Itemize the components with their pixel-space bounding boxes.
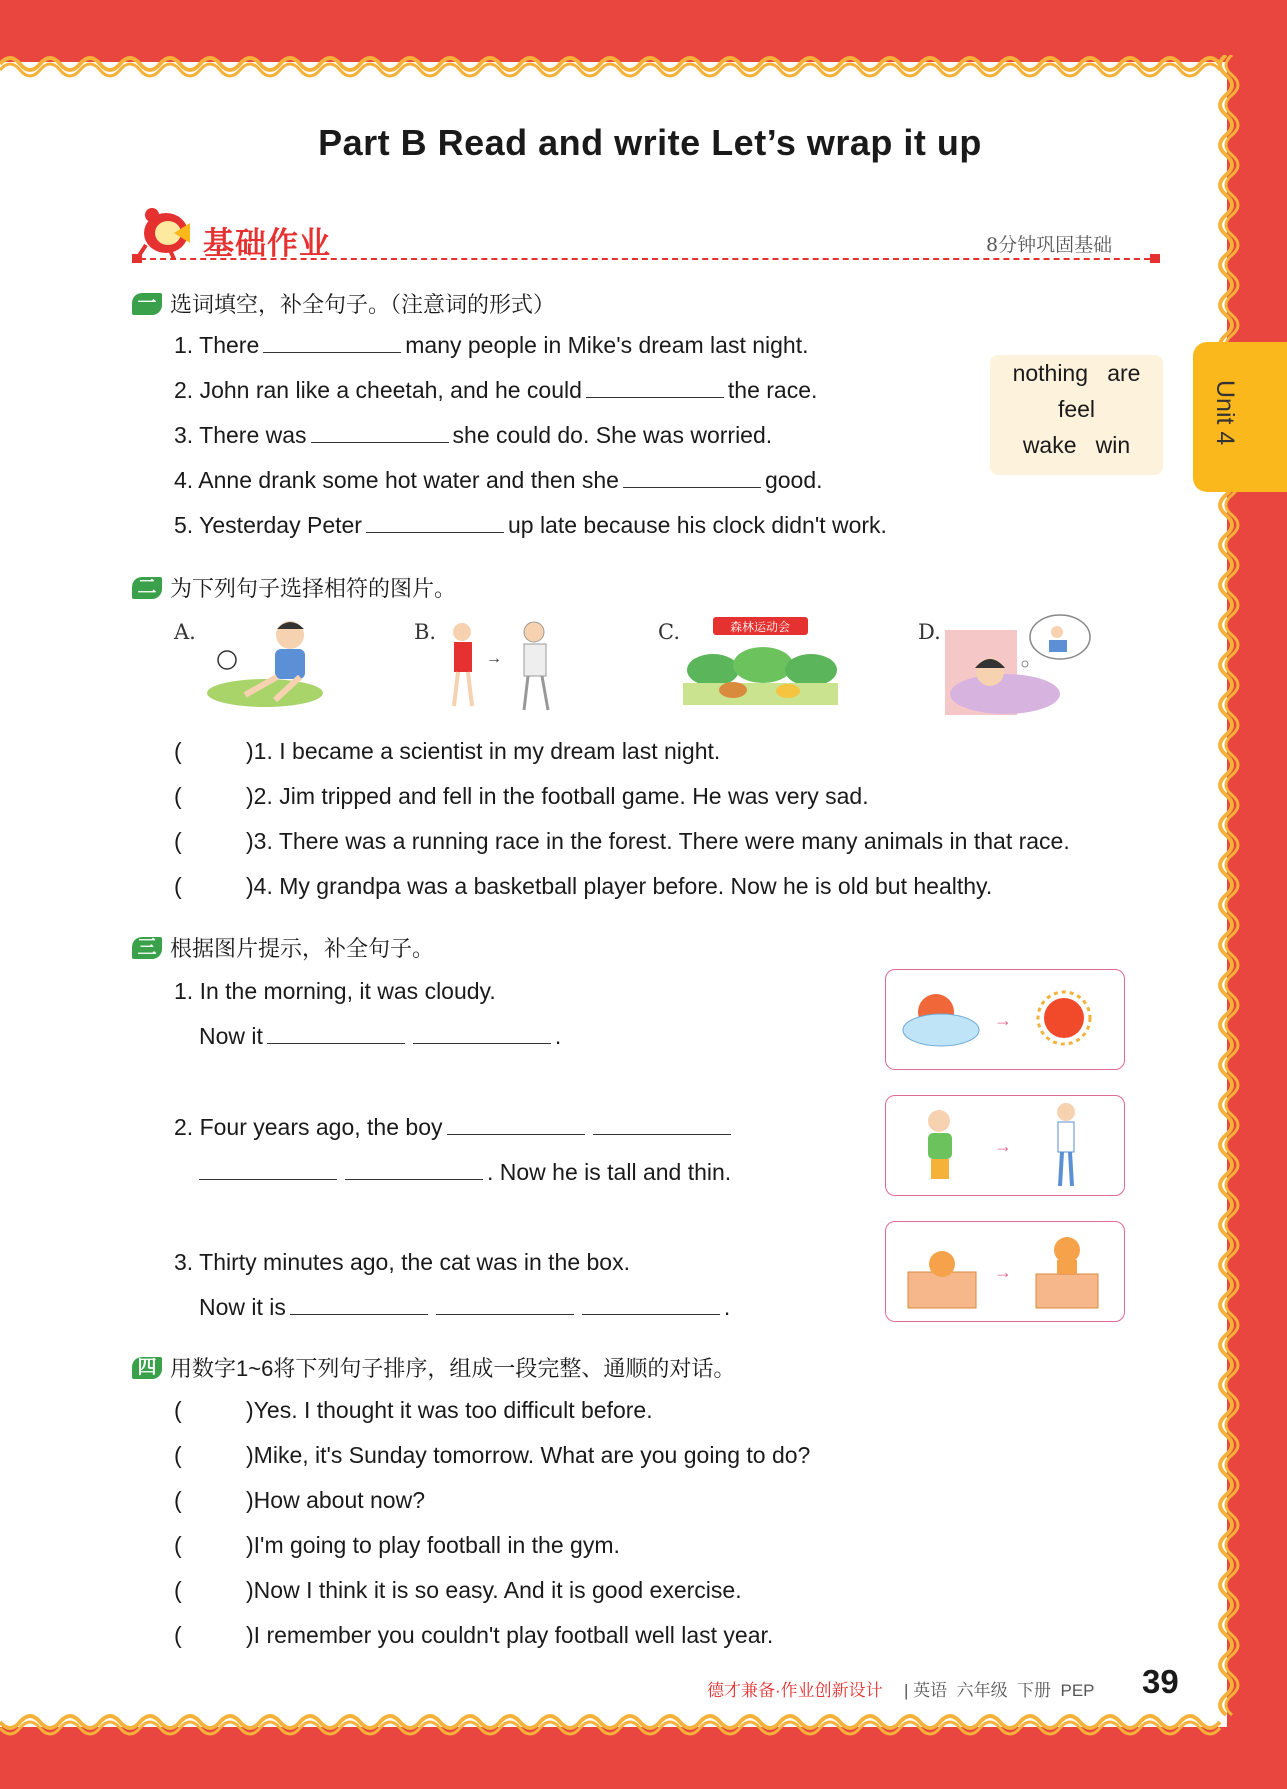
s1-item-5: 5. Yesterday Peter up late because his clock didn't work. [174,512,887,538]
section-divider [140,258,1160,260]
s2-item-4: ( )4. My grandpa was a basketball player before. Now he is old but healthy. [174,873,993,899]
s4-item-5: ( )Now I think it is so easy. And it is good exercise. [174,1577,742,1603]
svg-text:→: → [486,650,502,667]
s3-q1-line-2: Now it . [199,1023,562,1049]
s4-item-3: ( )How about now? [174,1487,426,1513]
section-3-instruction: 根据图片提示，补全句子。 [170,936,435,961]
answer-blank[interactable] [623,469,761,488]
arrow-icon: → [994,1010,1012,1030]
section-4-badge: 四 [132,1357,162,1379]
unit-tab [1193,342,1287,492]
section-2-badge: 二 [132,577,162,599]
s4-item-4: ( )I'm going to play football in the gym. [174,1532,620,1558]
s3-q2-line-2: . Now he is tall and thin. [195,1159,731,1186]
cat-picture-frame [885,1221,1125,1322]
answer-blank[interactable] [311,424,449,443]
section-1-badge: 一 [132,293,162,315]
s4-item-1: ( )Yes. I thought it was too difficult before. [174,1397,653,1423]
right-wave-border [1212,55,1242,1725]
s2-item-2: ( )2. Jim tripped and fell in the football game. He was very sad. [174,783,869,809]
word-bank-row-2: feel [1057,396,1096,422]
section-2-instruction: 为下列句子选择相符的图片。 [170,576,457,601]
s4-item-2: ( )Mike, it's Sunday tomorrow. What are you going to do? [174,1442,811,1468]
picture-b-player-to-grandpa [442,618,572,718]
page-number: 39 [1142,1663,1179,1700]
s1-item-1: 1. There many people in Mike's dream last night. [174,332,809,358]
section-3-badge: 三 [132,937,162,959]
answer-blank[interactable] [586,379,724,398]
answer-blank[interactable] [413,1025,551,1044]
forest-race-banner-text: 森林运动会 [729,620,791,634]
dashline-end-marker [1150,254,1160,263]
homework-time-note: 8分钟巩固基础 [986,234,1113,256]
answer-blank[interactable] [366,514,504,533]
bottom-wave-border [0,1712,1230,1742]
weather-picture-frame [885,969,1125,1070]
section-4-instruction: 用数字1~6将下列句子排序，组成一段完整、通顺的对话。 [170,1356,736,1381]
picture-a-fallen-boy [205,615,325,710]
word-bank [990,355,1163,475]
arrow-icon: → [994,1262,1012,1282]
s2-item-3: ( )3. There was a running race in the forest. There were many animals in that race. [174,828,1070,854]
answer-blank[interactable] [267,1025,405,1044]
cat-in-to-on-box-picture [886,1222,1124,1321]
s3-q1-line-1: 1. In the morning, it was cloudy. [174,978,496,1004]
boy-short-to-tall-picture [886,1096,1124,1195]
section-2-header [132,572,456,603]
section-1-header [132,288,555,319]
page-title: Part B Read and write Let’s wrap it up [318,122,982,163]
section-1-instruction: 选词填空，补全句子。（注意词的形式） [170,292,556,317]
cloudy-to-sunny-picture [886,970,1124,1069]
s4-item-6: ( )I remember you couldn't play football well last year. [174,1622,774,1648]
s3-q2-line-1: 2. Four years ago, the boy [174,1114,735,1141]
s1-item-4: 4. Anne drank some hot water and then she good. [174,467,823,493]
unit-tab-label: Unit 4 [1211,380,1239,446]
top-wave-border [0,50,1230,80]
s3-q3-line-2: Now it is . [199,1294,731,1320]
answer-blank[interactable] [345,1161,483,1180]
option-c-label: C. [658,620,680,644]
s1-item-2: 2. John ran like a cheetah, and he could the race. [174,377,818,403]
picture-c-forest-race [683,615,838,710]
answer-blank[interactable] [199,1161,337,1180]
boy-picture-frame [885,1095,1125,1196]
option-b-label: B. [414,620,437,644]
answer-blank[interactable] [582,1296,720,1315]
s1-item-3: 3. There was she could do. She was worried. [174,422,773,448]
answer-blank[interactable] [263,334,401,353]
homework-label: 基础作业 [203,226,331,261]
footer-book-info: | 英语 六年级 下册 PEP [904,1681,1095,1700]
word-bank-row-3: wake win [1022,432,1131,458]
answer-blank[interactable] [436,1296,574,1315]
answer-blank[interactable] [593,1116,731,1135]
s2-item-1: ( )1. I became a scientist in my dream last night. [174,738,721,764]
option-d-label: D. [918,620,941,644]
section-3-header [132,932,434,963]
answer-blank[interactable] [447,1116,585,1135]
footer-brand: 德才兼备·作业创新设计 [707,1681,883,1700]
answer-blank[interactable] [290,1296,428,1315]
s3-q3-line-1: 3. Thirty minutes ago, the cat was in the box. [174,1249,630,1275]
picture-d-dreaming-girl [945,612,1095,717]
section-4-header [132,1352,735,1383]
word-bank-row-1: nothing are [1012,360,1141,386]
arrow-icon: → [994,1136,1012,1156]
alarm-clock-icon [130,205,198,260]
option-a-label: A. [174,620,196,644]
